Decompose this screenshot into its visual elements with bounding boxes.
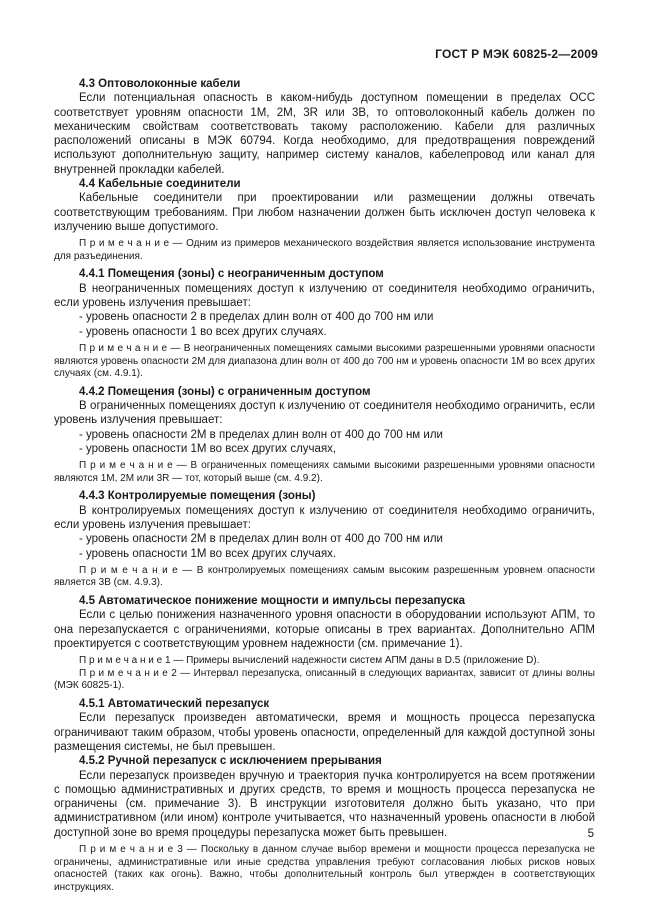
section-heading-4-5-1: 4.5.1 Автоматический перезапуск <box>79 698 270 711</box>
paragraph-4-4-2: В ограниченных помещениях доступ к излучению от соединителя необходимо ограничить, если уровень излучения превышает: <box>54 400 595 427</box>
list-item-4-4-2-a: - уровень опасности 2М в пределах длин волн от 400 до 700 нм или <box>79 428 443 441</box>
document-body <box>54 77 595 898</box>
page-number: 5 <box>587 828 594 840</box>
note-4-5-note3: П р и м е ч а н и е 3 — Поскольку в данном случае выбор времени и мощности процесса перезапуска не ограничены, административные или иные средства управления требуют согласования любых рисков новых опасностей (таких как огонь). Важно, чтобы дополнительный контроль был утвержден в соответствующих инструкциях. <box>54 844 595 893</box>
paragraph-4-5: Если с целью понижения назначенного уровня опасности в оборудовании используют АПМ, то она перезапускается с ограничениями, которые описаны в трех вариантах. Дополнительно АПМ проектируется с соответствующим уровнем надежности (см. примечание 1). <box>54 609 595 650</box>
paragraph-4-3: Если потенциальная опасность в каком-нибудь доступном помещении в пределах ОСС соответствует уровням опасности 1М, 2М, 3R или 3В, то оптоволоконный кабель должен по механическим свойствам соответствовать такому расположению. Кабели для различных расположений описаны в МЭК 60794. Когда необходимо, для предотвращения повреждений используют дополнительную защиту, например систему каналов, кабелепровод или канал для внутренней прокладки кабелей. <box>54 92 595 176</box>
list-item-4-4-3-b: - уровень опасности 1М во всех других случаях. <box>79 547 337 560</box>
note-4-4-2: П р и м е ч а н и е — В ограниченных помещениях самыми высокими разрешенными уровнями опасности являются 1М, 2М или 3R — тот, который выше (см. 4.9.2). <box>54 460 595 484</box>
note-4-5-note2: П р и м е ч а н и е 2 — Интервал перезапуска, описанный в следующих вариантах, зависит от длины волны (МЭК 60825-1). <box>54 667 595 692</box>
paragraph-4-4-3: В контролируемых помещениях доступ к излучению от соединителя необходимо ограничить, если уровень излучения превышает: <box>54 504 595 531</box>
note-4-5-note1: П р и м е ч а н и е 1 — Примеры вычислений надежности систем АПМ даны в D.5 (приложение D). <box>79 655 540 667</box>
note-4-4-3: П р и м е ч а н и е — В контролируемых помещениях самым высоким разрешенным уровнем опасности является 3В (см. 4.9.3). <box>54 564 595 589</box>
list-item-4-4-1-a: - уровень опасности 2 в пределах длин волн от 400 до 700 нм или <box>79 311 434 324</box>
paragraph-4-5-1: Если перезапуск произведен автоматически, время и мощность процесса перезапуска ограничивают таким образом, чтобы уровень опасности, определенный для каждой доступной зоны размещения системы, не был превышен. <box>54 712 595 753</box>
document-standard-code: ГОСТ Р МЭК 60825-2—2009 <box>435 47 598 61</box>
list-item-4-4-1-b: - уровень опасности 1 во всех других случаях. <box>79 325 327 338</box>
paragraph-4-5-2: Если перезапуск произведен вручную и траектория пучка контролируется на всем протяжении с помощью административных и других средств, то время и мощность процесса перезапуска не ограничены (см. примечание 3). В инструкции изготовителя должно быть указано, что при административном (или ином) контроле учитывается, что назначенный уровень опасности в любой доступной зоне во время процедуры перезапуска может быть превышен. <box>54 769 595 839</box>
list-item-4-4-2-b: - уровень опасности 1М во всех других случаях, <box>79 442 337 455</box>
section-heading-4-4-2: 4.4.2 Помещения (зоны) с ограниченным доступом <box>79 385 371 398</box>
paragraph-4-4-1: В неограниченных помещениях доступ к излучению от соединителя необходимо ограничить, если уровень излучения превышает: <box>54 282 595 310</box>
paragraph-4-4: Кабельные соединители при проектировании или размещении должны отвечать соответствующим требованиям. При любом назначении должен быть исключен доступ человека к излучению выше допустимого. <box>54 192 595 233</box>
note-4-4-1: П р и м е ч а н и е — В неограниченных помещениях самыми высокими разрешенными уровнями опасности являются уровень опасности 2М для диапазона длин волн от 400 до 700 нм и уровень опасности 1М во всех других случаях (см. 4.9.1). <box>54 342 595 380</box>
section-heading-4-4-1: 4.4.1 Помещения (зоны) с неограниченным доступом <box>79 268 384 281</box>
section-heading-4-3: 4.3 Оптоволоконные кабели <box>79 78 241 90</box>
section-heading-4-4: 4.4 Кабельные соединители <box>79 178 241 191</box>
section-heading-4-5-2: 4.5.2 Ручной перезапуск с исключением прерывания <box>79 755 382 768</box>
note-4-4: П р и м е ч а н и е — Одним из примеров механического воздействия является использование инструмента для разъединения. <box>54 238 595 262</box>
list-item-4-4-3-a: - уровень опасности 2М в пределах длин волн от 400 до 700 нм или <box>79 533 443 546</box>
section-heading-4-4-3: 4.4.3 Контролируемые помещения (зоны) <box>79 490 316 503</box>
section-heading-4-5: 4.5 Автоматическое понижение мощности и импульсы перезапуска <box>79 595 466 608</box>
